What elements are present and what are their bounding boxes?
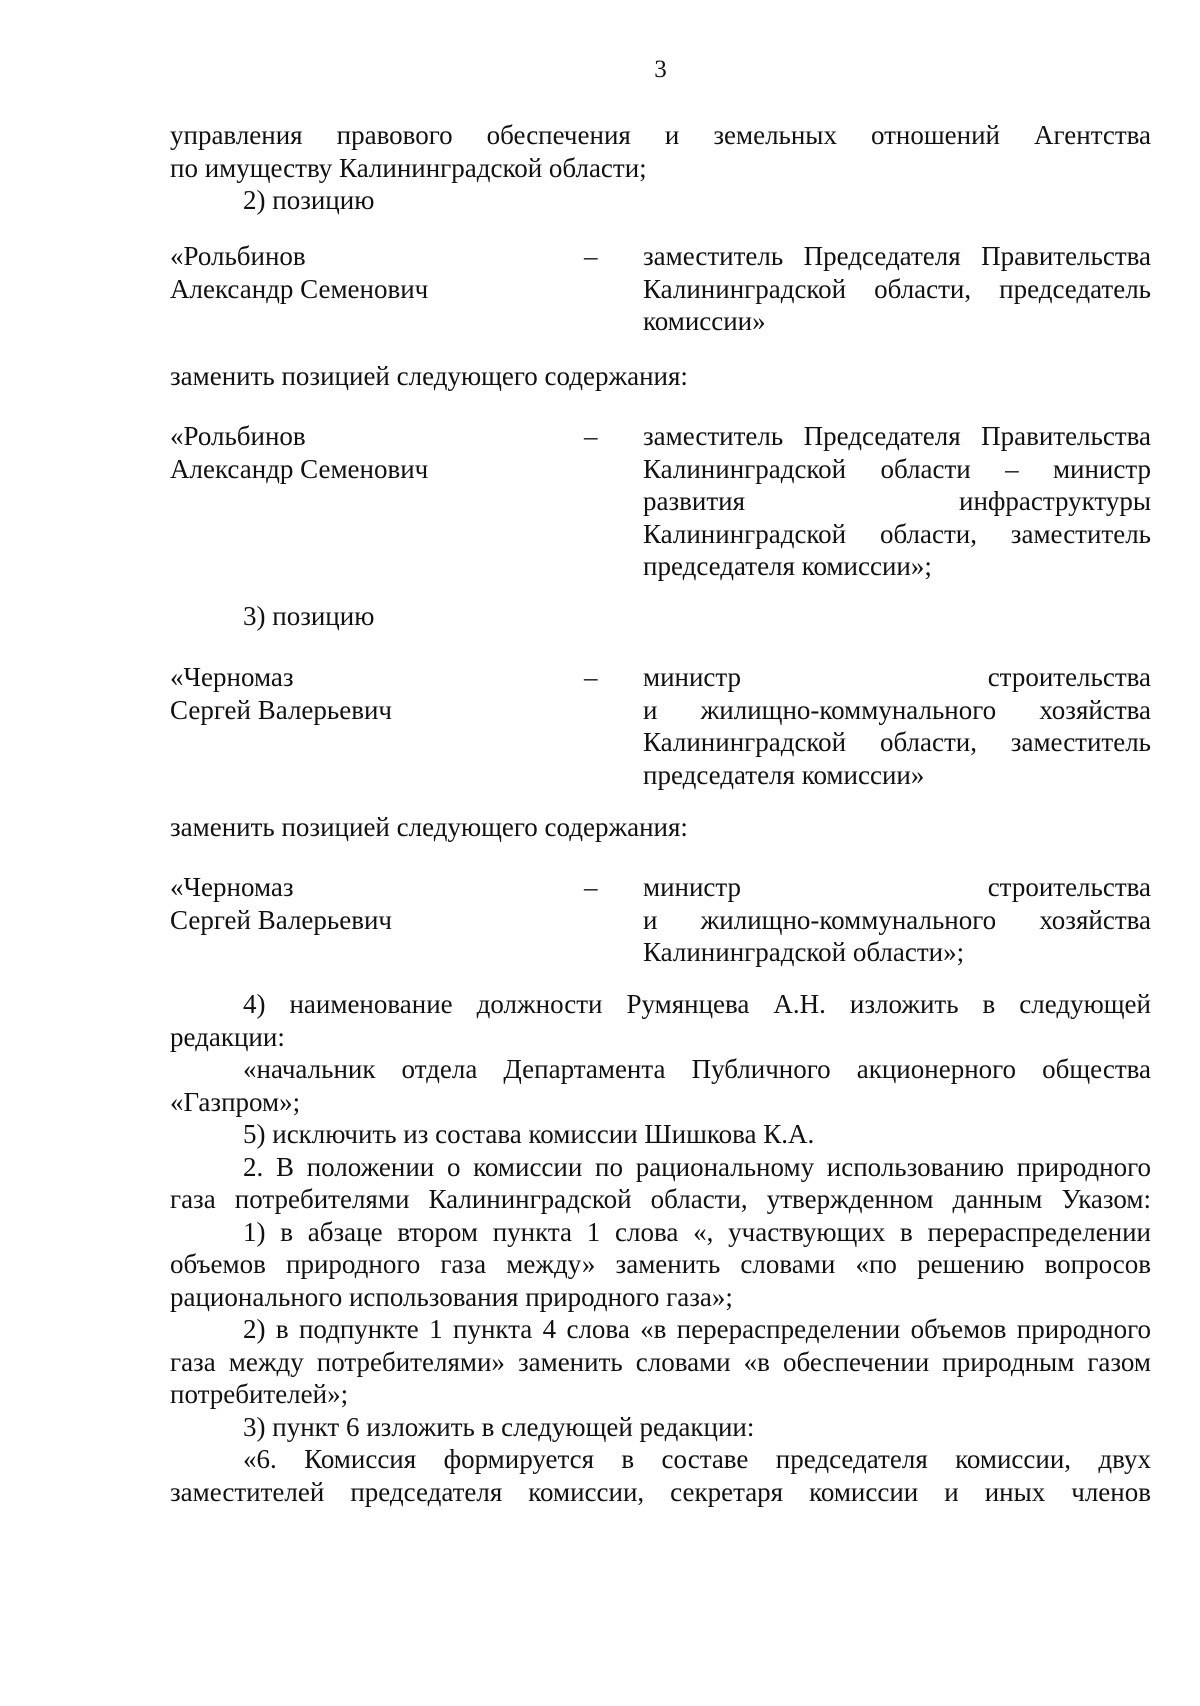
position-description: заместитель Председателя Правительства Калининградской области, председатель комиссии» [643,241,1151,336]
text-line: объемов природного газа между» заменить словами «по решению вопросов [170,1249,1151,1279]
text-line: управления правового обеспечения и земельных отношений Агентства [170,120,1151,150]
text-line: заместителей председателя комиссии, секретаря комиссии и иных членов [170,1476,1151,1507]
text-line: 3) пункт 6 изложить в следующей редакции: [243,1411,755,1442]
text-line: 5) исключить из состава комиссии Шишкова К.А. [243,1119,815,1149]
text-line: 2. В положении о комиссии по рациональному использованию природного [243,1151,1151,1182]
text-line: «Газпром»; [170,1086,301,1117]
position-description: министр строительства и жилищно-коммунального хозяйства Калининградской области, заместитель председателя комиссии» [643,662,1151,790]
text-line: газа потребителями Калининградской области, утвержденном данным Указом: [170,1184,1151,1214]
person-name: «Черномаз Сергей Валерьевич [170,662,392,725]
body-text [170,988,1151,1508]
replace-label: заменить позицией следующего содержания: [170,812,688,842]
position-description: заместитель Председателя Правительства Калининградской области – министр развития инфраструктуры Калининградской области, заместитель председателя комиссии»; [643,421,1151,581]
text-line: «начальник отдела Департамента Публичного акционерного общества [243,1054,1151,1084]
document-page [170,0,1151,1706]
dash-separator: – [584,241,598,271]
text-line: потребителей»; [170,1379,349,1409]
text-line: 4) наименование должности Румянцева А.Н. изложить в следующей [243,989,1151,1019]
dash-separator: – [584,421,598,451]
dash-separator: – [584,872,598,902]
position-description: министр строительства и жилищно-коммунального хозяйства Калининградской области»; [643,872,1151,967]
dash-separator: – [584,662,598,692]
page-number: 3 [654,56,667,83]
item-3-label: 3) позицию [243,601,375,631]
text-line: по имуществу Калининградской области; [170,152,647,183]
text-line: редакции: [170,1021,285,1052]
intro-paragraph [170,119,1151,217]
text-line: рационального использования природного газа»; [170,1281,733,1312]
item-2-label: 2) позицию [243,185,375,215]
person-name: «Рольбинов Александр Семенович [170,241,429,304]
text-line: 1) в абзаце втором пункта 1 слова «, участвующих в перераспределении [243,1216,1151,1247]
replace-label: заменить позицией следующего содержания: [170,361,688,391]
text-line: 2) в подпункте 1 пункта 4 слова «в перераспределении объемов природного [243,1314,1151,1344]
person-name: «Рольбинов Александр Семенович [170,421,429,484]
text-line: газа между потребителями» заменить словами «в обеспечении природным газом [170,1346,1151,1377]
person-name: «Черномаз Сергей Валерьевич [170,872,392,935]
text-line: «6. Комиссия формируется в составе председателя комиссии, двух [243,1444,1151,1474]
